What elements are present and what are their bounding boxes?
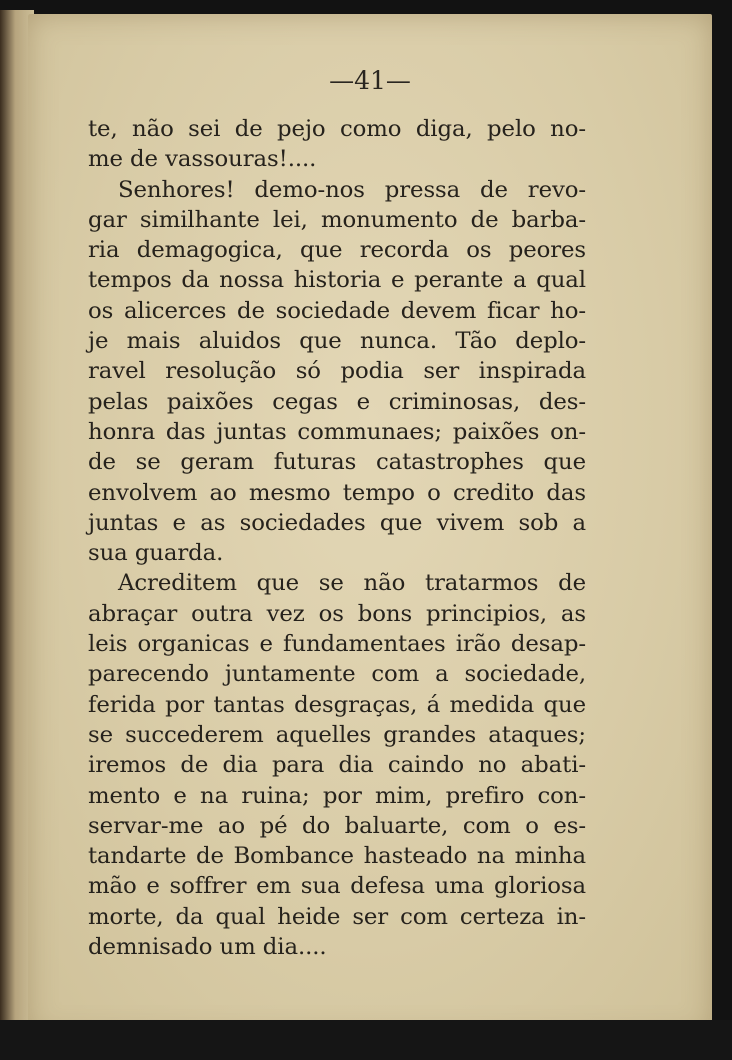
text-line: me de vassouras!.... (88, 146, 317, 173)
text-line: tandarte de Bombance hasteado na minha (88, 843, 586, 870)
text-line: je mais aluidos que nunca. Tão deplo- (88, 328, 586, 355)
text-line: te, não sei de pejo como diga, pelo no- (88, 116, 586, 142)
text-line: se succederem aquelles grandes ataques; (88, 721, 586, 748)
text-line: de se geram futuras catastrophes que (88, 449, 586, 476)
text-line: demnisado um dia.... (88, 934, 327, 961)
text-line: gar similhante lei, monumento de barba- (88, 206, 586, 233)
text-line: ravel resolução só podia ser inspirada (88, 358, 586, 385)
text-line: Senhores! demo-nos pressa de revo- (118, 176, 586, 203)
text-line: iremos de dia para dia caindo no abati- (88, 752, 586, 779)
text-line: os alicerces de sociedade devem ficar ho- (88, 297, 586, 324)
text-line: morte, da qual heide ser com certeza in- (88, 903, 586, 930)
text-line: tempos da nossa historia e perante a qual (88, 267, 586, 294)
text-line: Acreditem que se não tratarmos de (118, 570, 586, 597)
text-line: abraçar outra vez os bons principios, as (88, 600, 586, 627)
page-body-text (88, 114, 586, 962)
text-line: mão e soffrer em sua defesa uma gloriosa (88, 873, 586, 900)
text-line: pelas paixões cegas e criminosas, des- (88, 388, 586, 415)
text-line: honra das juntas communaes; paixões on- (88, 418, 586, 445)
text-line: sua guarda. (88, 540, 224, 567)
text-line: servar-me ao pé do baluarte, com o es- (88, 812, 586, 839)
text-line: ria demagogica, que recorda os peores (88, 237, 586, 264)
text-line: juntas e as sociedades que vivem sob a (88, 509, 586, 536)
text-line: envolvem ao mesmo tempo o credito das (88, 479, 586, 506)
text-line: leis organicas e fundamentaes irão desap- (88, 631, 586, 658)
page-bottom-shadow (0, 1020, 732, 1060)
text-line: ferida por tantas desgraças, á medida que (88, 691, 586, 718)
text-line: parecendo juntamente com a sociedade, (88, 661, 586, 688)
text-line: mento e na ruina; por mim, prefiro con- (88, 782, 586, 809)
page-number: —41— (329, 66, 411, 95)
